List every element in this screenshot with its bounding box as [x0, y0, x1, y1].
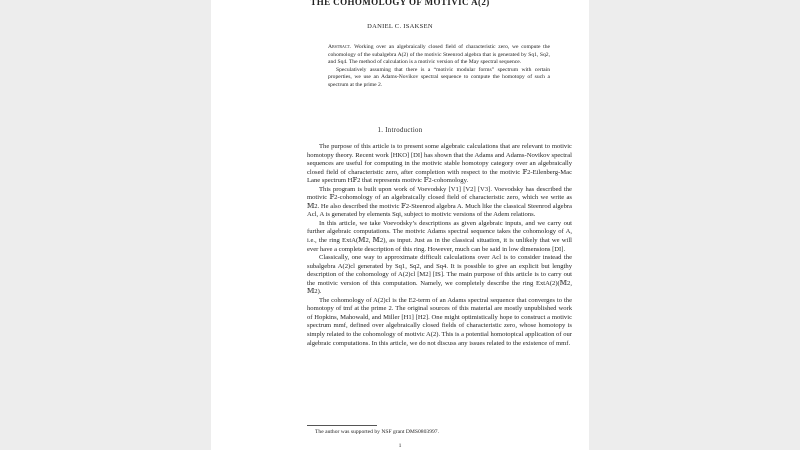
- paper-title: THE COHOMOLOGY OF MOTIVIC A(2): [310, 0, 490, 7]
- abstract: [328, 44, 550, 90]
- paragraph-2: This program is built upon work of Voevodsky [V1] [V2] [V3]. Voevodsky has described the motivic 𝔽2-cohomology of an algebraically closed field of characteristic zero, which we write as 𝕄2. He also described the motivic 𝔽2-Steenrod algebra A. Much like the classical Steenrod algebra Acl, A is generated by elements Sqi, subject to motivic versions of the Adem relations.: [307, 185, 572, 219]
- section-heading: 1. Introduction: [377, 127, 423, 134]
- paragraph-5: The cohomology of A(2)cl is the E2-term of an Adams spectral sequence that converges to the homotopy of tmf at the prime 2. The original sources of this material are mostly unpublished work of Hopkins, Mahowald, and Miller [H1] [H2]. One might optimistically hope to construct a motivic spectrum mmf, defined over algebraically closed fields of characteristic zero, whose homotopy is simply related to the cohomology of motivic A(2). This is a potential homotopical application of our algebraic computations. In this article, we do not discuss any issues related to the existence of mmf.: [307, 296, 572, 347]
- abstract-text-1: Working over an algebraically closed field of characteristic zero, we compute the cohomology of the subalgebra A(2) of the motivic Steenrod algebra that is generated by Sq1, Sq2, and Sq4. The method of calculation is a motivic version of the May spectral sequence.: [328, 44, 550, 66]
- footnote-rule: [307, 425, 377, 426]
- page-number: 1: [398, 443, 402, 449]
- paper-page: [211, 0, 589, 450]
- footnote: The author was supported by NSF grant DMS0803997.: [315, 429, 439, 435]
- paragraph-3: In this article, we take Voevodsky’s descriptions as given algebraic inputs, and we carry out further algebraic computations. The motivic Adams spectral sequence takes the cohomology of A, i.e., the ring ExtA(𝕄2, 𝕄2), as input. Just as in the classical situation, it is unlikely that we will ever have a complete description of this ring. However, much can be said in low dimensions [DI].: [307, 219, 572, 253]
- paragraph-4: Classically, one way to approximate difficult calculations over Acl is to consider instead the subalgebra A(2)cl generated by Sq1, Sq2, and Sq4. It is possible to give an explicit but lengthy description of the cohomology of A(2)cl [M2] [IS]. The main purpose of this article is to carry out the motivic version of this computation. Namely, we completely describe the ring ExtA(2)(𝕄2, 𝕄2).: [307, 254, 572, 296]
- paragraph-1: The purpose of this article is to present some algebraic calculations that are relevant to motivic homotopy theory. Recent work [HKO] [DI] has shown that the Adams and Adams-Novikov spectral sequences are useful for computing in the motivic stable homotopy category over an algebraically closed field of characteristic zero, after completion with respect to the motivic 𝔽2-Eilenberg-Mac Lane spectrum H𝔽2 that represents motivic 𝔽2-cohomology.: [307, 143, 572, 185]
- abstract-paragraph-1: [328, 44, 550, 67]
- abstract-label: Abstract.: [328, 44, 352, 50]
- abstract-paragraph-2: Speculatively assuming that there is a “motivic modular forms” spectrum with certain properties, we use an Adams-Novikov spectral sequence to compute the homotopy of such a spectrum at the prime 2.: [328, 66, 550, 88]
- body-text: [307, 143, 572, 348]
- paper-author: DANIEL C. ISAKSEN: [367, 23, 433, 30]
